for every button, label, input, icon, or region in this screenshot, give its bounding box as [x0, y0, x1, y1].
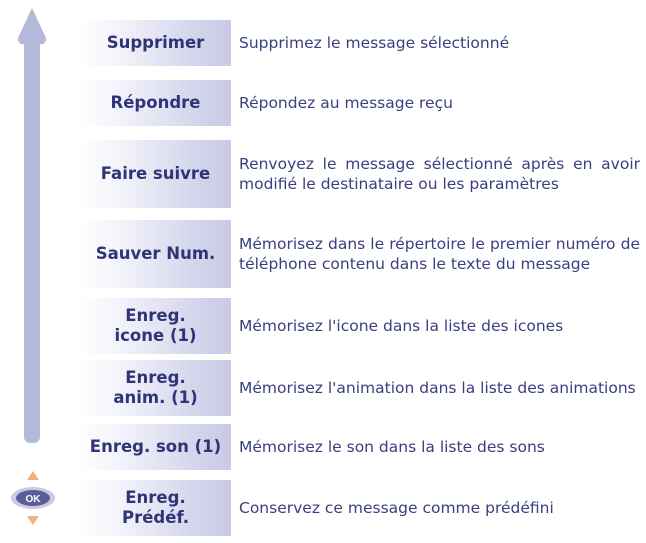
option-row-faire-suivre	[80, 140, 640, 208]
option-description: Renvoyez le message sélectionné après en avoir modifié le destinataire ou les paramètres	[239, 155, 640, 193]
nav-up-icon	[27, 471, 39, 480]
option-description: Répondez au message reçu	[239, 94, 453, 112]
option-description: Supprimez le message sélectionné	[239, 34, 510, 52]
scroll-arrow-shaft	[24, 40, 40, 443]
option-row-enreg-son	[80, 424, 640, 470]
option-row-sauver-num	[80, 220, 640, 288]
option-key[interactable]: Sauver Num.	[80, 220, 231, 288]
option-row-supprimer	[80, 20, 640, 66]
option-key[interactable]: Faire suivre	[80, 140, 231, 208]
option-row-enreg-predef	[80, 480, 640, 536]
option-description: Mémorisez le son dans la liste des sons	[239, 438, 545, 456]
option-key[interactable]: Répondre	[80, 80, 231, 126]
option-key[interactable]: Enreg. anim. (1)	[80, 360, 231, 416]
nav-down-icon	[27, 516, 39, 525]
option-row-enreg-icone	[80, 298, 640, 354]
option-key[interactable]: Enreg. Prédéf.	[80, 480, 231, 536]
option-description: Conservez ce message comme prédéfini	[239, 499, 554, 517]
option-row-repondre	[80, 80, 640, 126]
option-row-enreg-anim	[80, 360, 640, 416]
option-key[interactable]: Supprimer	[80, 20, 231, 66]
option-description: Mémorisez l'animation dans la liste des animations	[239, 379, 636, 397]
ok-navigation-control[interactable]	[6, 468, 60, 528]
ok-button-label: OK	[25, 494, 41, 505]
option-description: Mémorisez dans le répertoire le premier numéro de téléphone contenu dans le texte du message	[239, 235, 640, 273]
option-key[interactable]: Enreg. icone (1)	[80, 298, 231, 354]
option-description: Mémorisez l'icone dans la liste des icones	[239, 317, 564, 335]
option-key[interactable]: Enreg. son (1)	[80, 424, 231, 470]
